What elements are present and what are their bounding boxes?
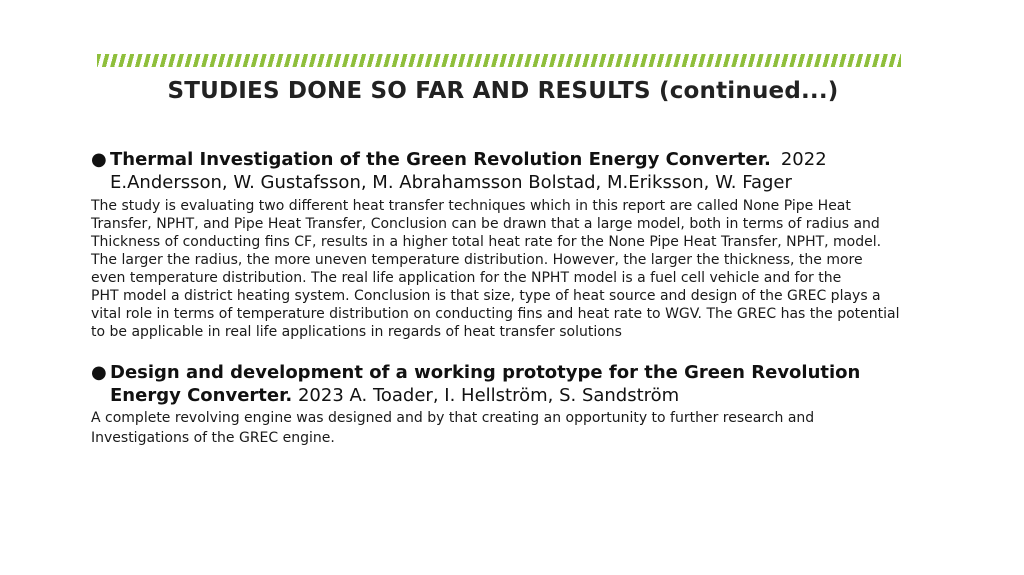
study-heading — [91, 148, 971, 171]
summary-line: vital role in terms of temperature distribution on conducting fins and heat rate to WGV. The GREC has the potential — [91, 306, 900, 322]
summary-line: Transfer, NPHT, and Pipe Heat Transfer, Conclusion can be drawn that a large model, both in terms of radius and — [91, 216, 880, 232]
bullet-icon: ● — [91, 149, 107, 170]
slide-title: STUDIES DONE SO FAR AND RESULTS (continued...) — [167, 78, 839, 104]
study-year: 2022 — [780, 149, 827, 170]
study-year-authors: 2023 A. Toader, I. Hellström, S. Sandström — [297, 385, 680, 406]
summary-line: PHT model a district heating system. Conclusion is that size, type of heat source and design of the GREC plays a — [91, 288, 881, 304]
summary-line: Investigations of the GREC engine. — [91, 430, 335, 446]
study-summary — [91, 408, 971, 448]
summary-line: Thickness of conducting fins CF, results in a higher total heat rate for the None Pipe Heat Transfer, NPHT, model. — [91, 234, 882, 250]
study-title-line-1: Design and development of a working prototype for the Green Revolution — [110, 362, 861, 383]
study-title: Thermal Investigation of the Green Revolution Energy Converter. — [110, 149, 771, 170]
bullet-icon: ● — [91, 362, 107, 383]
title-accent-stripe — [97, 54, 901, 67]
summary-line: The study is evaluating two different heat transfer techniques which in this report are called None Pipe Heat — [91, 198, 851, 214]
study-authors: E.Andersson, W. Gustafsson, M. Abrahamsson Bolstad, M.Eriksson, W. Fager — [110, 172, 792, 193]
summary-line: to be applicable in real life applications in regards of heat transfer solutions — [91, 324, 622, 340]
study-title-line-2: Energy Converter. — [110, 385, 293, 406]
study-summary — [91, 197, 971, 341]
study-entry-2023 — [91, 361, 971, 448]
study-entry-2022 — [91, 148, 971, 341]
study-heading — [91, 361, 971, 384]
summary-line: even temperature distribution. The real life application for the NPHT model is a fuel cell vehicle and for the — [91, 270, 842, 286]
summary-line: The larger the radius, the more uneven temperature distribution. However, the larger the thickness, the more — [91, 252, 863, 268]
summary-line: A complete revolving engine was designed and by that creating an opportunity to further research and — [91, 410, 815, 426]
study-title-and-authors — [91, 384, 971, 407]
